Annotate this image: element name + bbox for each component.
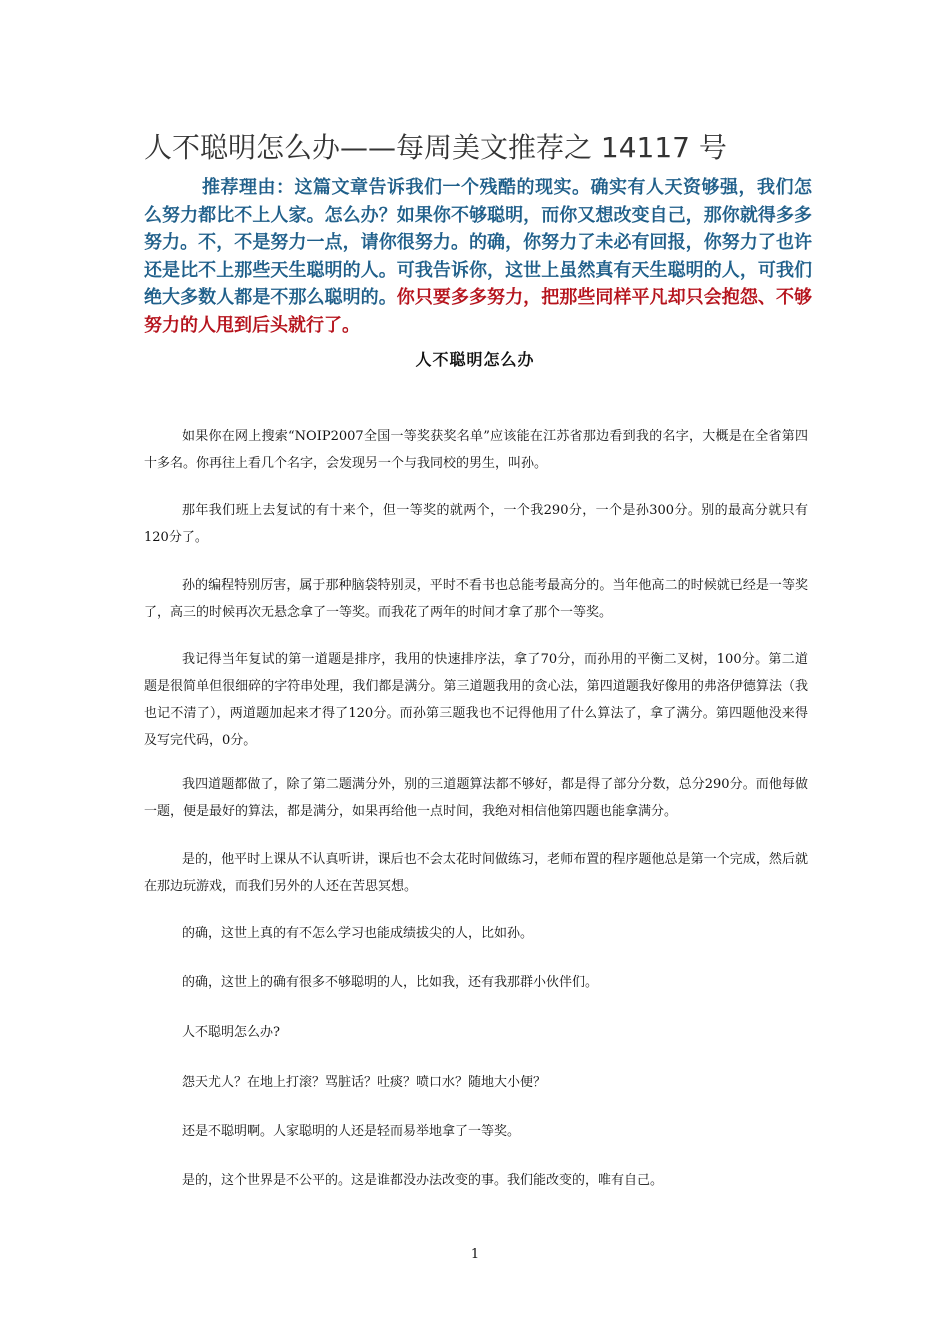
article-subtitle: 人不聪明怎么办	[415, 350, 535, 369]
recommendation-text: 推荐理由：这篇文章告诉我们一个残酷的现实。确实有人天资够强，我们怎么努力都比不上人家。怎么办？如果你不够聪明，而你又想改变自己，那你就得多多努力。不，不是努力一点，请你很努力。的确，你努力了未必有回报，你努力了也许还是比不上那些天生聪明的人。可我告诉你，这世上虽然真有天生聪明的人，可我们绝大多数人都是不那么聪明的。	[144, 177, 812, 308]
body-paragraph-10: 怨天尤人？在地上打滚？骂脏话？吐痰？喷口水？随地大小便？	[182, 1075, 547, 1090]
body-paragraph-8: 的确，这世上的确有很多不够聪明的人，比如我，还有我那群小伙伴们。	[182, 975, 599, 990]
body-paragraph-5: 我四道题都做了，除了第二题满分外，别的三道题算法都不够好，都是得了部分分数，总分290分。而他每做一题，便是最好的算法，都是满分，如果再给他一点时间，我绝对相信他第四题也能拿满分。	[144, 777, 808, 819]
document-title: 人不聪明怎么办——每周美文推荐之 14117 号	[144, 131, 727, 164]
body-paragraph-1: 如果你在网上搜索“NOIP2007全国一等奖获奖名单”应该能在江苏省那边看到我的名字，大概是在全省第四十多名。你再往上看几个名字，会发现另一个与我同校的男生，叫孙。	[144, 429, 808, 471]
page-number: 1	[470, 1247, 480, 1262]
body-paragraph-9: 人不聪明怎么办?	[182, 1025, 280, 1040]
recommendation-highlight: 你只要多多努力，把那些同样平凡却只会抱怨、不够努力的人甩到后头就行了。	[144, 287, 813, 336]
body-paragraph-11: 还是不聪明啊。人家聪明的人还是轻而易举地拿了一等奖。	[182, 1124, 521, 1139]
body-paragraph-3: 孙的编程特别厉害，属于那种脑袋特别灵，平时不看书也总能考最高分的。当年他高二的时候就已经是一等奖了，高三的时候再次无悬念拿了一等奖。而我花了两年的时间才拿了那个一等奖。	[144, 578, 808, 620]
body-paragraph-12: 是的，这个世界是不公平的。这是谁都没办法改变的事。我们能改变的，唯有自己。	[182, 1173, 664, 1188]
body-paragraph-6: 是的，他平时上课从不认真听讲，课后也不会太花时间做练习，老师布置的程序题他总是第一个完成，然后就在那边玩游戏，而我们另外的人还在苦思冥想。	[144, 852, 808, 894]
body-paragraph-7: 的确，这世上真的有不怎么学习也能成绩拔尖的人，比如孙。	[182, 926, 534, 941]
body-paragraph-2: 那年我们班上去复试的有十来个，但一等奖的就两个，一个我290分，一个是孙300分。别的最高分就只有120分了。	[144, 503, 808, 545]
recommendation-paragraph	[144, 174, 812, 339]
body-paragraph-4: 我记得当年复试的第一道题是排序，我用的快速排序法，拿了70分，而孙用的平衡二叉树，100分。第二道题是很简单但很细碎的字符串处理，我们都是满分。第三道题我用的贪心法，第四道题我好像用的弗洛伊德算法（我也记不清了），两道题加起来才得了120分。而孙第三题我也不记得他用了什么算法了，拿了满分。第四题他没来得及写完代码，0分。	[144, 652, 808, 748]
